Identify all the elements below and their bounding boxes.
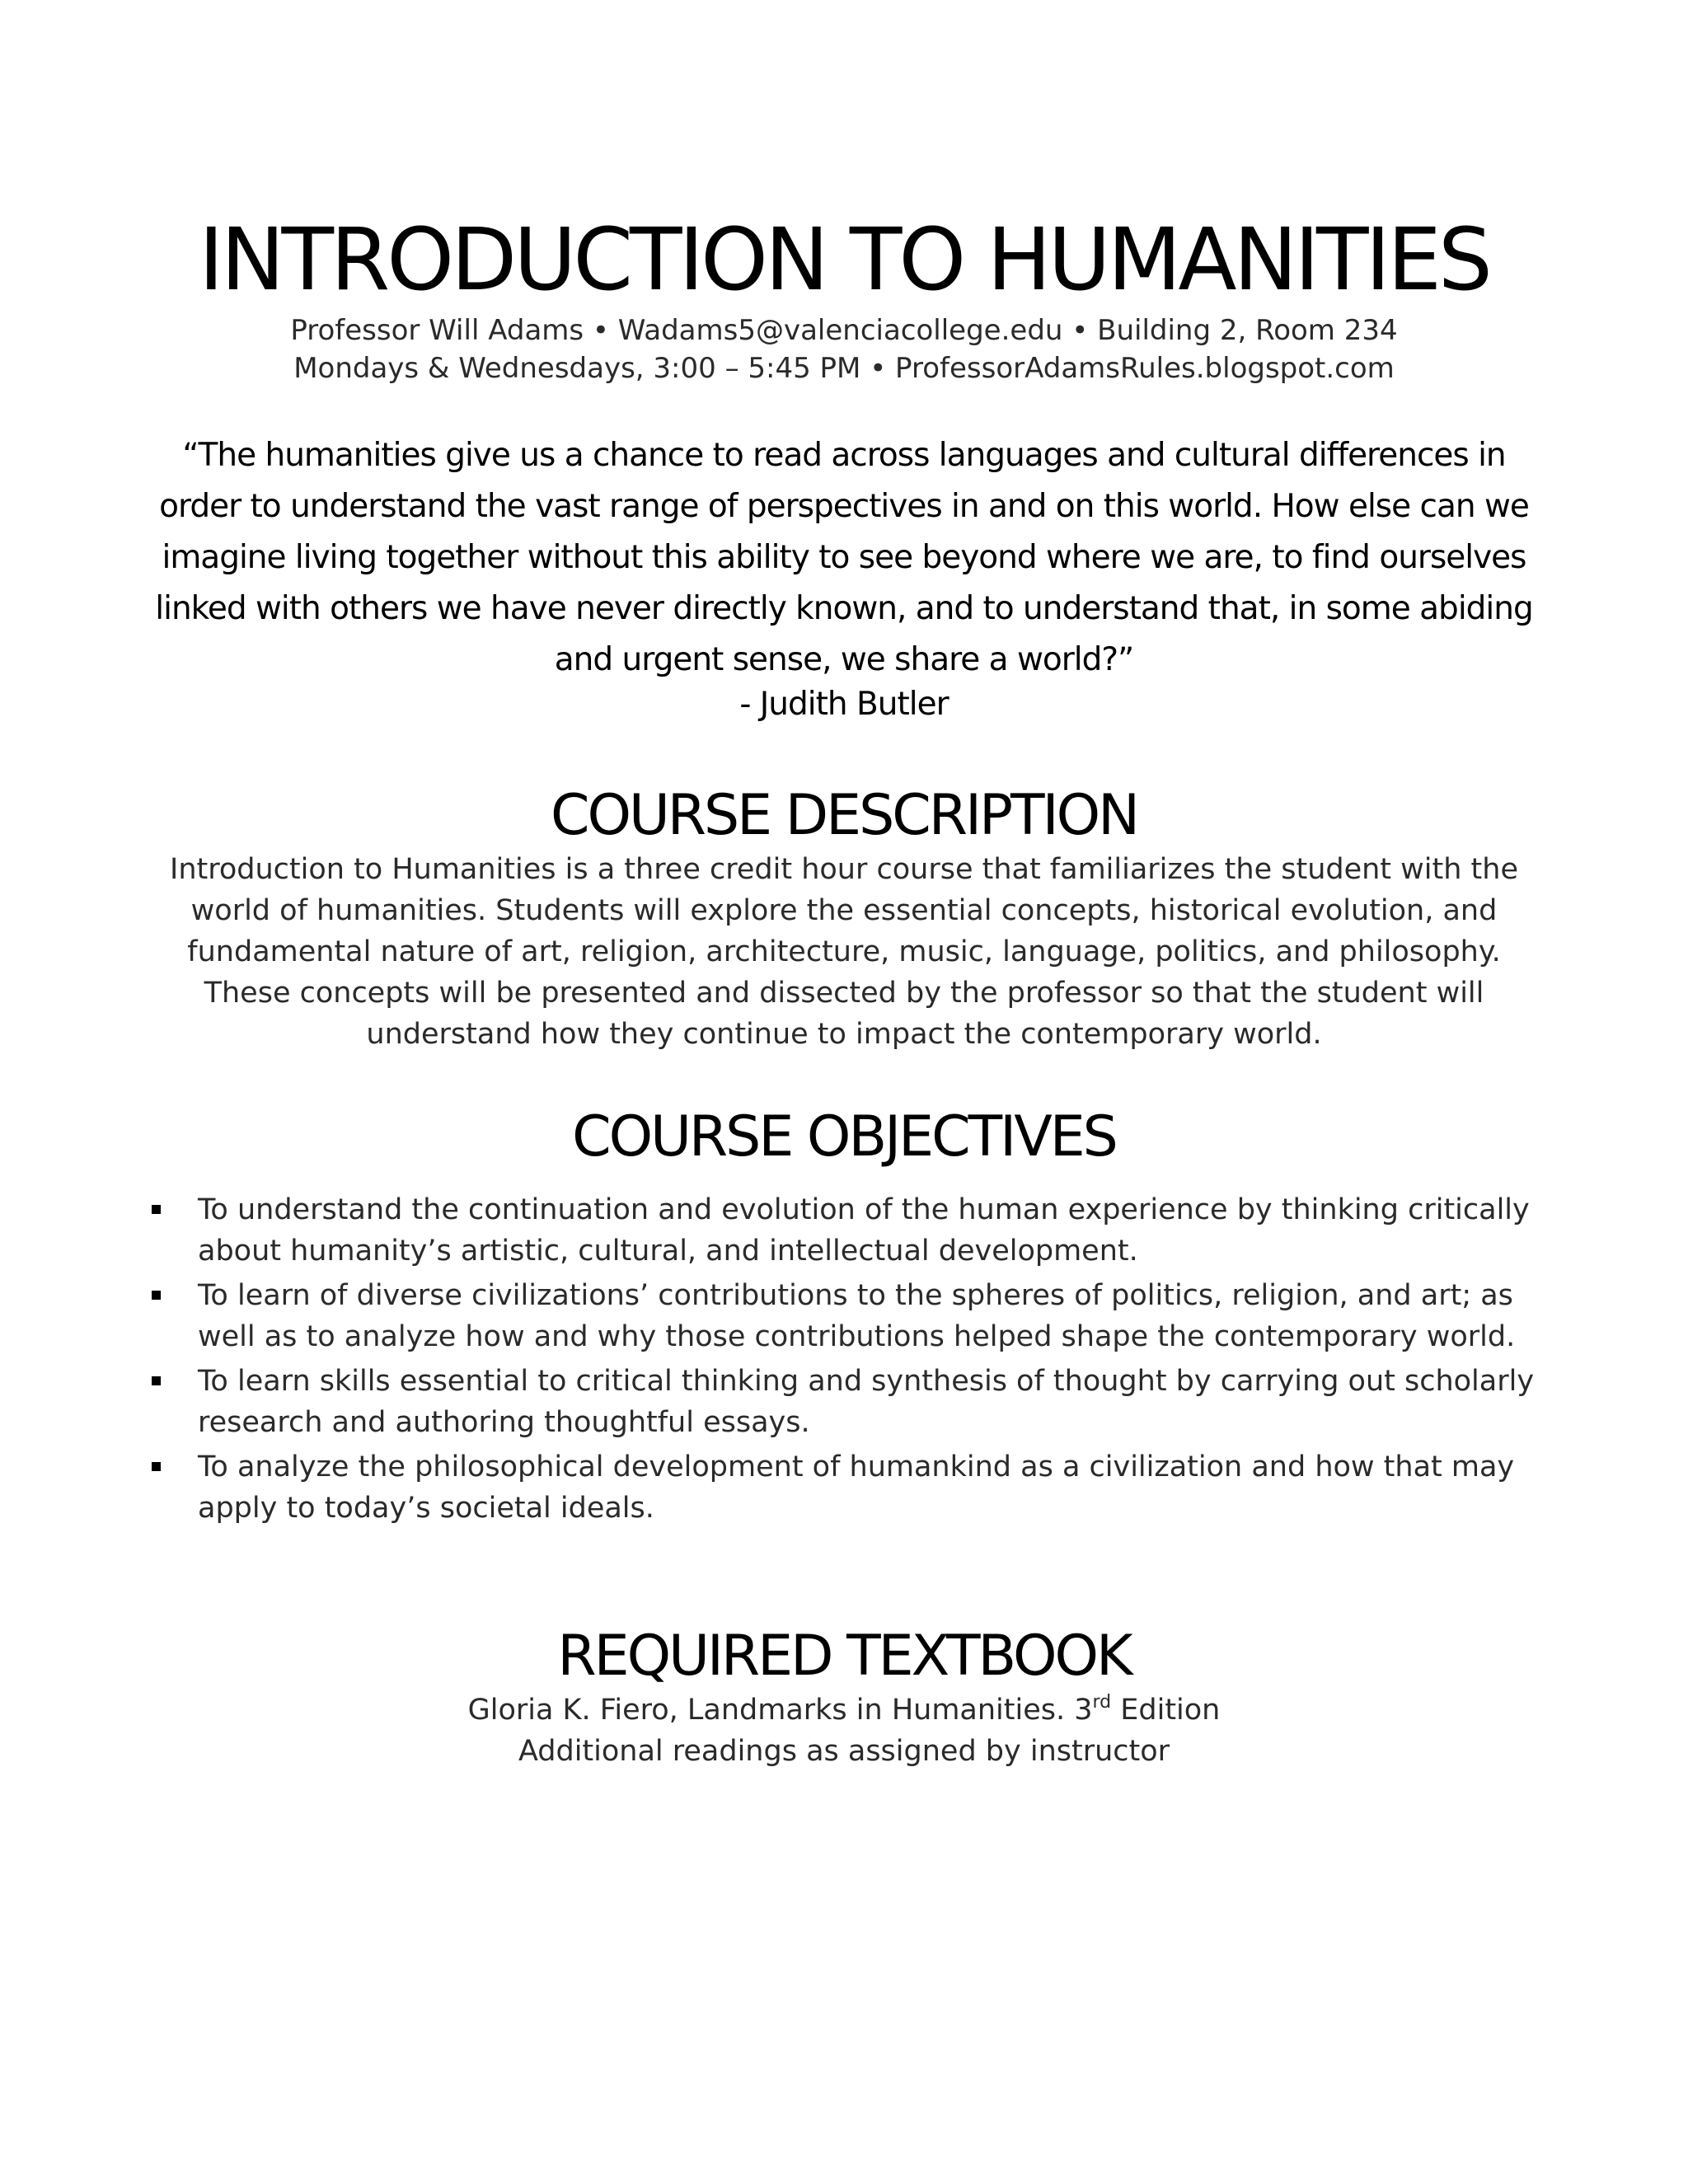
course-description-heading: COURSE DESCRIPTION bbox=[550, 783, 1138, 848]
required-textbook-heading: REQUIRED TEXTBOOK bbox=[557, 1624, 1131, 1689]
page-title: INTRODUCTION TO HUMANITIES bbox=[199, 209, 1489, 310]
course-description-text: Introduction to Humanities is a three credit hour course that familiarizes the student with the world of humanities. Students will explore the essential concepts, historical evolution, and fundamental nature of art, religion, architecture, music, language, politics, and philosophy. These concepts will be presented and dissected by the professor so that the student will understand how they continue to impact the contemporary world. bbox=[170, 853, 1518, 1051]
list-item bbox=[148, 1446, 1550, 1529]
quote-author: - Judith Butler bbox=[739, 686, 949, 723]
textbook-citation-main: Gloria K. Fiero, Landmarks in Humanities. 3 bbox=[467, 1694, 1093, 1727]
textbook-citation bbox=[0, 1690, 1688, 1731]
square-bullet-icon bbox=[152, 1291, 161, 1300]
contact-line-1: Professor Will Adams • Wadams5@valenciacollege.edu • Building 2, Room 234 bbox=[290, 314, 1398, 347]
textbook-citation-edition: Edition bbox=[1111, 1694, 1221, 1727]
objective-text: To understand the continuation and evolution of the human experience by thinking critically about humanity’s artistic, cultural, and intellectual development. bbox=[198, 1193, 1530, 1268]
quote-text: “The humanities give us a chance to read across languages and cultural differences in order to understand the vast range of perspectives in and on this world. How else can we imagine living together without this ability to see beyond where we are, to find ourselves linked with others we have never directly known, and to understand that, in some abiding and urgent sense, we share a world?” bbox=[155, 437, 1533, 678]
objective-text: To analyze the philosophical development of humankind as a civilization and how that may apply to today’s societal ideals. bbox=[198, 1451, 1515, 1525]
square-bullet-icon bbox=[152, 1462, 161, 1471]
objective-text: To learn skills essential to critical thinking and synthesis of thought by carrying out scholarly research and authoring thoughtful essays. bbox=[198, 1365, 1535, 1439]
list-item bbox=[148, 1275, 1550, 1357]
textbook-info bbox=[0, 1690, 1688, 1772]
course-objectives-list bbox=[148, 1189, 1550, 1532]
square-bullet-icon bbox=[152, 1205, 161, 1214]
contact-info bbox=[0, 312, 1688, 387]
edition-superscript: rd bbox=[1092, 1692, 1112, 1713]
list-item bbox=[148, 1361, 1550, 1443]
additional-readings: Additional readings as assigned by instructor bbox=[518, 1735, 1170, 1768]
list-item bbox=[148, 1189, 1550, 1272]
square-bullet-icon bbox=[152, 1376, 161, 1385]
objective-text: To learn of diverse civilizations’ contributions to the spheres of politics, religion, and art; as well as to analyze how and why those contributions helped shape the contemporary world. bbox=[198, 1279, 1516, 1353]
course-objectives-heading: COURSE OBJECTIVES bbox=[572, 1104, 1116, 1169]
contact-line-2: Mondays & Wednesdays, 3:00 – 5:45 PM • ProfessorAdamsRules.blogspot.com bbox=[293, 352, 1395, 385]
